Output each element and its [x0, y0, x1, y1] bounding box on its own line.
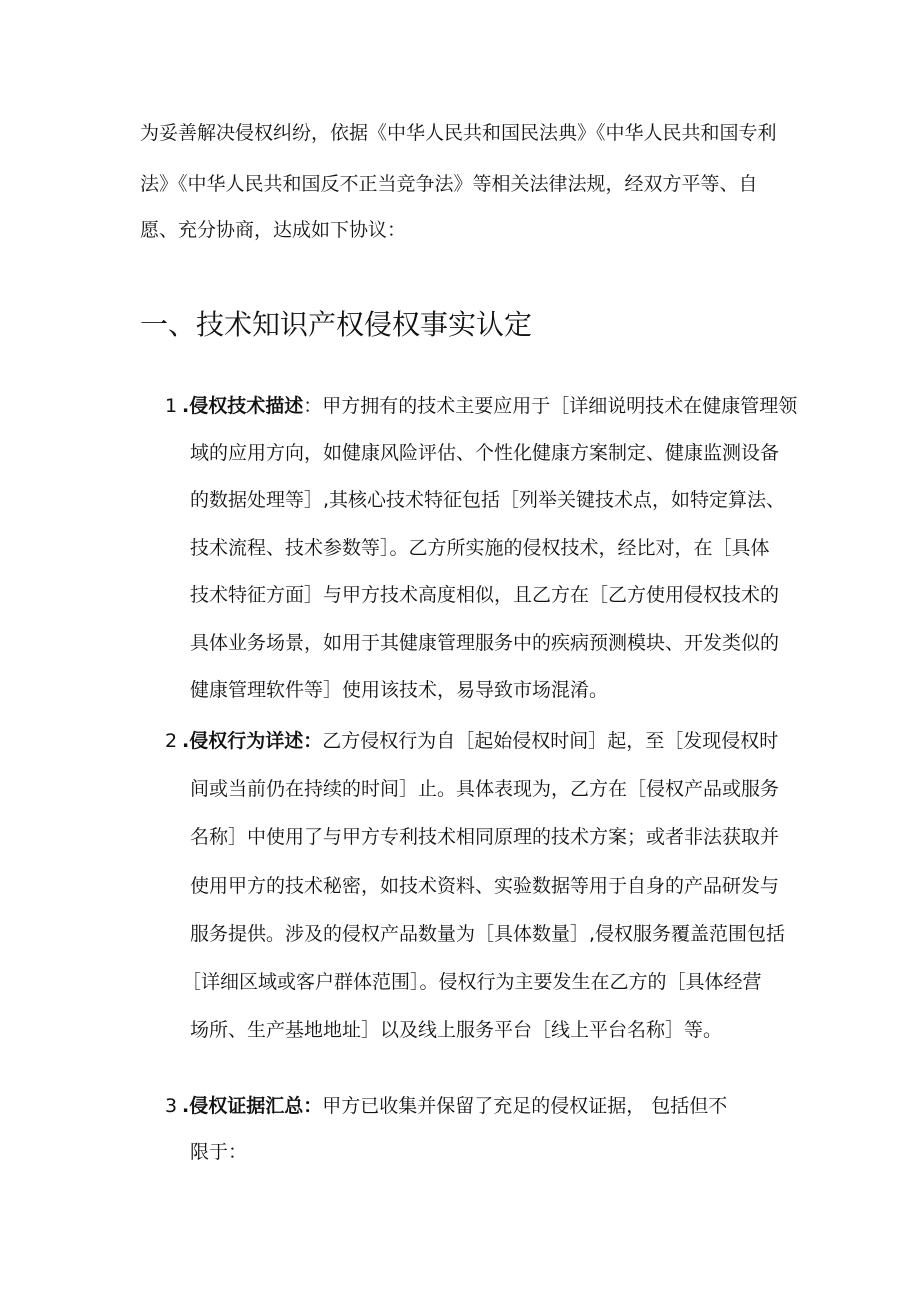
item-number: 1 — [165, 395, 178, 417]
item-line: 服务提供。涉及的侵权产品数量为［具体数量］,侵权服务覆盖范围包括 — [190, 923, 786, 945]
intro-line: 愿、充分协商，达成如下协议： — [140, 219, 407, 241]
item-line: 限于： — [190, 1141, 248, 1163]
section-title: 一、技术知识产权侵权事实认定 — [140, 308, 533, 341]
item-line: 场所、生产基地地址］以及线上服务平台［线上平台名称］等。 — [190, 1019, 723, 1041]
item-text: 乙方侵权行为自［起始侵权时间］起，至［发现侵权时 — [322, 730, 779, 752]
item-line: ［详细区域或客户群体范围］。侵权行为主要发生在乙方的［具体经营 — [182, 971, 762, 993]
item-line: 名称］中使用了与甲方专利技术相同原理的技术方案；或者非法获取并 — [190, 826, 780, 848]
item-number: 2 — [165, 730, 178, 752]
item-line: 间或当前仍在持续的时间］止。具体表现为，乙方在［侵权产品或服务 — [190, 778, 780, 800]
item-number: 3 — [165, 1095, 178, 1117]
item-first-line — [182, 394, 797, 418]
item-first-line — [182, 729, 778, 753]
item-text: 甲方已收集并保留了充足的侵权证据， 包括但不 — [322, 1095, 728, 1117]
item-line: 使用甲方的技术秘密，如技术资料、实验数据等用于自身的产品研发与 — [190, 875, 780, 897]
intro-line: 法》《中华人民共和国反不正当竞争法》等相关法律法规，经双方平等、自 — [140, 173, 758, 195]
item-label: .侵权行为详述： — [182, 730, 323, 752]
item-line: 技术特征方面］与甲方技术高度相似，且乙方在［乙方使用侵权技术的 — [190, 584, 780, 606]
item-line: 域的应用方向，如健康风险评估、个性化健康方案制定、健康监测设备 — [190, 442, 780, 464]
item-first-line — [182, 1094, 727, 1118]
intro-line: 为妥善解决侵权纠纷，依据《中华人民共和国民法典》《中华人民共和国专利 — [140, 122, 777, 144]
item-text: ：甲方拥有的技术主要应用于［详细说明技术在健康管理领 — [303, 395, 798, 417]
item-line: 的数据处理等］,其核心技术特征包括［列举关键技术点，如特定算法、 — [190, 489, 786, 511]
item-line: 健康管理软件等］使用该技术，易导致市场混淆。 — [190, 679, 609, 701]
item-label: .侵权证据汇总： — [182, 1095, 323, 1117]
item-line: 技术流程、技术参数等］。乙方所实施的侵权技术，经比对，在［具体 — [190, 537, 770, 559]
item-line: 具体业务场景，如用于其健康管理服务中的疾病预测模块、开发类似的 — [190, 632, 780, 654]
item-label: .侵权技术描述 — [182, 395, 304, 417]
